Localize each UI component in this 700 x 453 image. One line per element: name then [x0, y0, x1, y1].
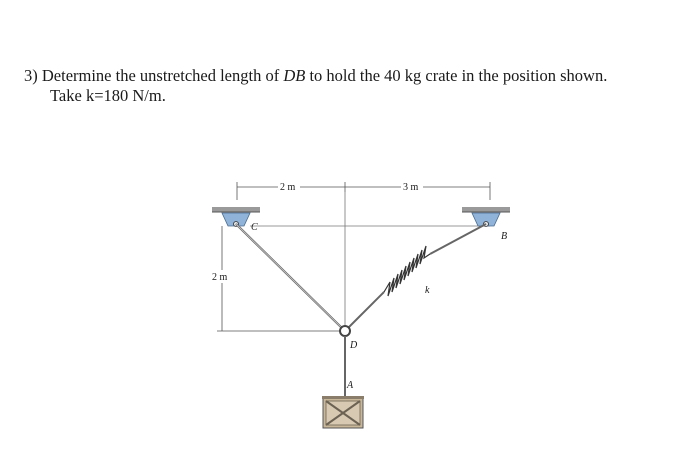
label-b: B	[501, 231, 508, 242]
problem-number: 3)	[24, 66, 38, 85]
label-k: k	[425, 285, 430, 296]
label-d: D	[350, 340, 358, 351]
support-b	[462, 207, 510, 227]
ring-d	[340, 326, 350, 336]
label-c: C	[251, 222, 258, 233]
problem-variable-db: DB	[283, 66, 306, 85]
dimension-vertical	[210, 226, 340, 331]
problem-text-pre: Determine the unstretched length of	[41, 66, 284, 85]
dimension-vertical-label: 2 m	[212, 272, 228, 283]
dimension-horizontal	[237, 181, 490, 200]
crate	[322, 396, 364, 428]
dimension-left-label: 2 m	[280, 182, 296, 193]
label-a: A	[347, 380, 354, 391]
problem-text-post: to hold the 40 kg crate in the position shown.	[305, 66, 608, 85]
spring-db	[345, 224, 486, 331]
dimension-right-label: 3 m	[403, 182, 419, 193]
problem-line-2: Take k=180 N/m.	[50, 86, 166, 105]
